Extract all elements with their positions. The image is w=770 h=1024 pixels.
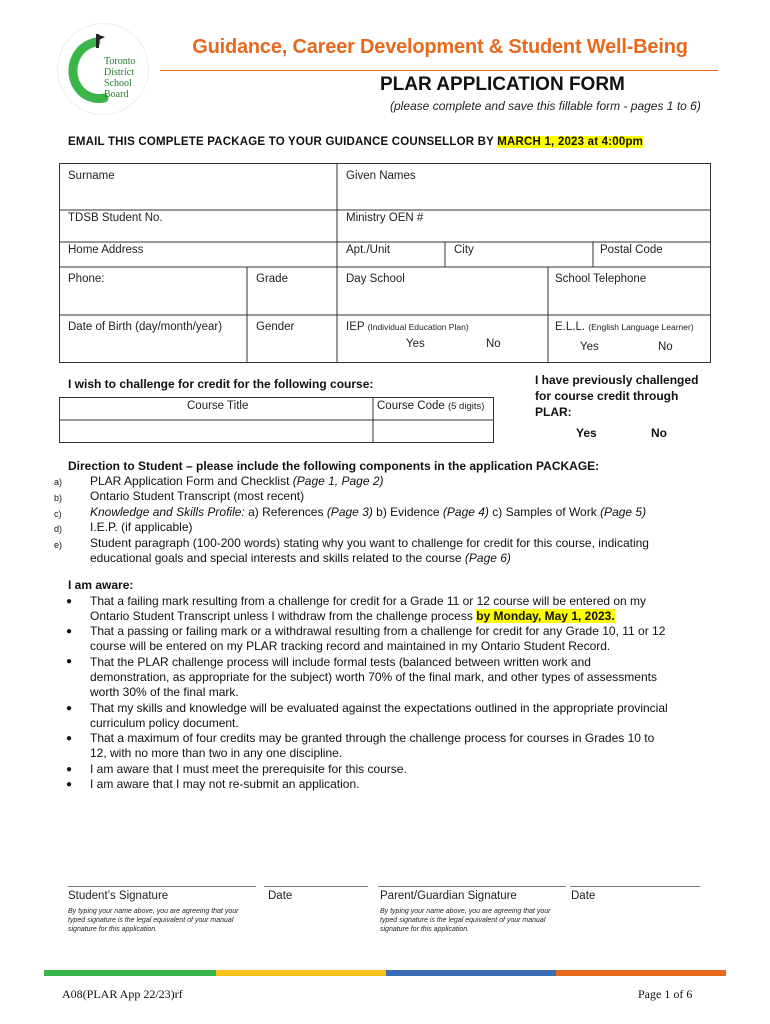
- city-label: City: [454, 244, 474, 256]
- postal-label: Postal Code: [600, 244, 663, 256]
- day-school-label: Day School: [346, 273, 405, 285]
- course-heading: I wish to challenge for credit for the following course:: [68, 377, 374, 391]
- list-marker: e): [54, 540, 63, 550]
- parent-date-field[interactable]: [570, 886, 700, 887]
- form-subtitle: (please complete and save this fillable form - pages 1 to 6): [390, 99, 701, 113]
- logo-text: Toronto District School Board: [104, 56, 136, 100]
- aware-item-5: That a maximum of four credits may be granted through the challenge process for courses in Grades 10 to 12, with no more than two in any one discipline.: [90, 731, 655, 760]
- school-tel-label: School Telephone: [555, 273, 647, 285]
- aware-item-6: I am aware that I must meet the prerequisite for this course.: [90, 762, 407, 776]
- list-marker: c): [54, 509, 62, 519]
- course-title-header: Course Title: [187, 400, 249, 412]
- phone-label: Phone:: [68, 273, 105, 285]
- bullet-icon: ●: [66, 596, 73, 607]
- form-title: PLAR APPLICATION FORM: [380, 74, 625, 95]
- form-code: A08(PLAR App 22/23)rf: [62, 987, 183, 1001]
- student-info-grid: [59, 163, 711, 363]
- bullet-icon: ●: [66, 656, 73, 667]
- email-instruction: EMAIL THIS COMPLETE PACKAGE TO YOUR GUIDANCE COUNSELLOR BY MARCH 1, 2023 at 4:00pm: [68, 136, 644, 148]
- aware-item-1: That a failing mark resulting from a challenge for credit for a Grade 11 or 12 course will be entered on my Ontario Student Transcript unless I withdraw from the challenge process by Monday, May 1, 2023.: [90, 594, 647, 623]
- page-number: Page 1 of 6: [638, 987, 693, 1001]
- apt-label: Apt./Unit: [346, 244, 391, 256]
- iep-label: IEP (Individual Education Plan): [346, 321, 469, 333]
- aware-item-4: That my skills and knowledge will be evaluated against the expectations outlined in the appropriate provincial curriculum policy document.: [90, 701, 668, 730]
- course-code-header: Course Code (5 digits): [377, 400, 485, 412]
- aware-item-3: That the PLAR challenge process will include formal tests (balanced between written work and demonstration, as appropriate for the subject) worth 70% of the final mark, and other types of assessments worth 30% of the final mark.: [90, 655, 657, 699]
- oen-label: Ministry OEN #: [346, 212, 424, 224]
- student-date-label: Date: [268, 890, 293, 902]
- grade-label: Grade: [256, 273, 288, 285]
- parent-signature-label: Parent/Guardian Signature: [380, 890, 517, 902]
- footer-bar-orange: [556, 970, 726, 976]
- list-marker: d): [54, 524, 63, 534]
- student-signature-field[interactable]: [68, 886, 256, 887]
- bullet-icon: ●: [66, 779, 73, 790]
- student-no-label: TDSB Student No.: [68, 212, 163, 224]
- iep-no[interactable]: No: [486, 338, 501, 350]
- student-signature-label: Student’s Signature: [68, 890, 169, 902]
- header-rule: [160, 70, 718, 71]
- direction-item-e: Student paragraph (100-200 words) stating why you want to challenge for credit for this course, indicating educational goals and special interests and skills related to the course (Page 6): [90, 536, 649, 565]
- bullet-icon: ●: [66, 764, 73, 775]
- previous-no[interactable]: No: [651, 426, 667, 440]
- gender-label: Gender: [256, 321, 295, 333]
- direction-heading: Direction to Student – please include the following components in the application PACKAGE:: [68, 459, 600, 473]
- footer-bar-blue: [386, 970, 556, 976]
- address-label: Home Address: [68, 244, 144, 256]
- dob-label: Date of Birth (day/month/year): [68, 321, 223, 333]
- list-marker: b): [54, 493, 63, 503]
- tdsb-logo: [58, 24, 148, 114]
- list-marker: a): [54, 477, 63, 487]
- student-signature-note: By typing your name above, you are agreeing that your typed signature is the legal equivalent of your manual signature for this application.: [68, 908, 239, 933]
- previous-challenge-question: I have previously challenged for course credit through PLAR:: [535, 373, 699, 419]
- bullet-icon: ●: [66, 703, 73, 714]
- parent-signature-note: By typing your name above, you are agreeing that your typed signature is the legal equivalent of your manual signature for this application.: [380, 908, 551, 933]
- aware-item-7: I am aware that I may not re-submit an application.: [90, 777, 360, 791]
- course-title-input[interactable]: [61, 421, 371, 441]
- footer-bar-green: [44, 970, 216, 976]
- aware-heading: I am aware:: [68, 578, 134, 592]
- deadline: MARCH 1, 2023 at 4:00pm: [497, 136, 644, 148]
- previous-yes[interactable]: Yes: [576, 426, 597, 440]
- ell-label: E.L.L. (English Language Learner): [555, 321, 694, 333]
- iep-yes[interactable]: Yes: [406, 338, 425, 350]
- direction-item-c: Knowledge and Skills Profile: a) References (Page 3) b) Evidence (Page 4) c) Samples of Work (Page 5): [90, 505, 647, 519]
- student-date-field[interactable]: [264, 886, 368, 887]
- direction-item-a: PLAR Application Form and Checklist (Page 1, Page 2): [90, 474, 384, 488]
- bullet-icon: ●: [66, 733, 73, 744]
- bullet-icon: ●: [66, 626, 73, 637]
- footer-bar-yellow: [216, 970, 386, 976]
- surname-label: Surname: [68, 170, 115, 182]
- ell-yes[interactable]: Yes: [580, 341, 599, 353]
- department-title: Guidance, Career Development & Student Well-Being: [192, 36, 688, 58]
- direction-item-d: I.E.P. (if applicable): [90, 520, 193, 534]
- parent-date-label: Date: [571, 890, 596, 902]
- course-code-input[interactable]: [375, 421, 492, 441]
- direction-item-b: Ontario Student Transcript (most recent): [90, 489, 305, 503]
- aware-item-2: That a passing or failing mark or a withdrawal resulting from a challenge for credit for any Grade 10, 11 or 12 course will be entered on my PLAR tracking record and maintained in my Ontario Student Record.: [90, 624, 666, 653]
- ell-no[interactable]: No: [658, 341, 673, 353]
- given-names-label: Given Names: [346, 170, 416, 182]
- parent-signature-field[interactable]: [378, 886, 566, 887]
